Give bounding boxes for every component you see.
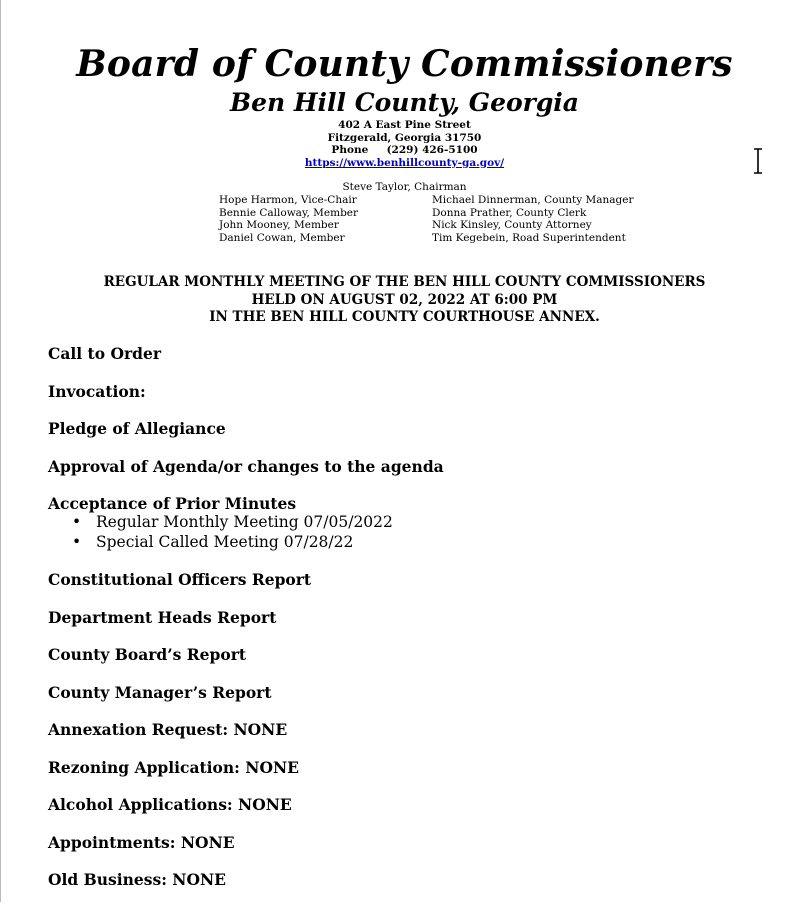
- agenda-item: Acceptance of Prior Minutes: [48, 494, 297, 513]
- agenda-item: Old Business: NONE: [48, 870, 226, 889]
- agenda-item: Appointments: NONE: [48, 832, 235, 852]
- official-name: Tim Kegebein, Road Superintendent: [432, 231, 626, 244]
- address-line-2: Fitzgerald, Georgia 31750: [327, 131, 482, 144]
- agenda-item: Alcohol Applications: NONE: [48, 795, 292, 814]
- phone-line: [0, 144, 809, 157]
- agenda-item: Invocation:: [48, 381, 146, 401]
- agenda-item: Department Heads Report: [48, 607, 277, 627]
- agenda-list: [48, 344, 768, 908]
- bullet-icon: •: [72, 532, 82, 551]
- agenda-item: Approval of Agenda/or changes to the agenda: [48, 456, 444, 476]
- officials-left-column: [219, 194, 358, 244]
- contact-block: [0, 119, 809, 169]
- meeting-line-1: REGULAR MONTHLY MEETING OF THE BEN HILL COUNTY COMMISSIONERS: [103, 274, 706, 290]
- list-item-text: Regular Monthly Meeting 07/05/2022: [96, 513, 393, 531]
- agenda-item: Pledge of Allegiance: [48, 419, 226, 438]
- phone-number: (229) 426-5100: [386, 144, 478, 156]
- official-name: Bennie Calloway, Member: [219, 206, 359, 219]
- meeting-line-3: IN THE BEN HILL COUNTY COURTHOUSE ANNEX.: [209, 309, 600, 325]
- website-line: [0, 157, 809, 170]
- phone-label: Phone: [331, 144, 369, 156]
- county-subtitle: Ben Hill County, Georgia: [229, 88, 580, 117]
- official-name: Nick Kinsley, County Attorney: [432, 219, 592, 231]
- official-name: John Mooney, Member: [219, 219, 339, 231]
- address-line-1: 402 A East Pine Street: [338, 119, 471, 131]
- agenda-item: Call to Order: [48, 344, 161, 363]
- officials-right-column: [432, 194, 633, 244]
- board-title: Board of County Commissioners: [76, 43, 733, 85]
- list-item: [48, 533, 768, 553]
- official-name: Michael Dinnerman, County Manager: [432, 194, 634, 206]
- meeting-heading: [0, 274, 809, 327]
- text-cursor-icon: [751, 148, 765, 174]
- meeting-line-2: HELD ON AUGUST 02, 2022 AT 6:00 PM: [251, 291, 558, 308]
- agenda-item: County Manager’s Report: [48, 682, 272, 702]
- agenda-item: County Board’s Report: [48, 645, 247, 664]
- list-item: [48, 513, 768, 533]
- bullet-icon: •: [72, 513, 82, 531]
- list-item-text: Special Called Meeting 07/28/22: [96, 532, 354, 551]
- official-name: Hope Harmon, Vice-Chair: [219, 194, 357, 206]
- agenda-item: Rezoning Application: NONE: [48, 757, 299, 777]
- official-name: Donna Prather, County Clerk: [432, 206, 587, 219]
- prior-minutes-list: [48, 513, 768, 552]
- agenda-item: Constitutional Officers Report: [48, 570, 312, 589]
- official-name: Daniel Cowan, Member: [219, 231, 345, 244]
- website-link[interactable]: https://www.benhillcounty-ga.gov/: [304, 156, 505, 169]
- chairman-name: Steve Taylor, Chairman: [342, 181, 467, 193]
- agenda-item: Annexation Request: NONE: [48, 720, 288, 739]
